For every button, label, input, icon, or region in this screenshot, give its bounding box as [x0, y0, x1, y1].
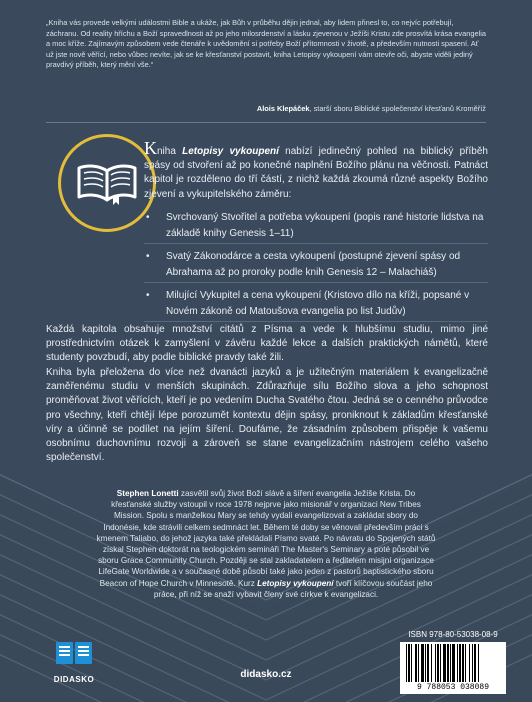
divider — [46, 122, 486, 123]
bullet-icon: • — [146, 251, 150, 262]
barcode-bar — [435, 644, 436, 682]
barcode-bar — [452, 644, 455, 682]
author-name: Stephen Lonetti — [116, 489, 179, 498]
quote-author — [46, 104, 486, 113]
bullet-icon: • — [146, 212, 150, 223]
drop-cap: K — [144, 138, 157, 158]
translation-description: Kniha byla přeložena do více než dvanácti jazyků a je užitečným materiálem k evangelizačně zaměřenému studiu v menších skupinách. Zdůrazňuje sílu Božího slova a jeho schopnost proměňovat život věřících, kteří je po vedením Ducha Svatého čtou. Jedná se o cenného průvodce pro všechny, kteří chtějí lépe porozumět kontextu dějin spásy, proniknout k základům křesťanské víry a účinně se podílet na jejím šíření. Doufáme, že zásadním způsobem přispěje k vašemu osobnímu duchovnímu rozvoji a zároveň se stane evangelizačním nástrojem celého vašeho společenství. — [46, 367, 488, 464]
intro-paragraph: Kniha Letopisy vykoupení nabízí jedinečný pohled na biblický příběh spásy od stvoření až po konečné naplnění Božího plánu na věčnosti. Patnáct kapitol je rozděleno do tří částí, z nichž každá zkoumá různé aspekty Božího zjevení a vykupitelského záměru: — [144, 138, 488, 200]
isbn-label: ISBN 978-80-53038-08-9 — [408, 630, 498, 639]
barcode-bar — [447, 644, 449, 682]
barcode-bar — [431, 644, 432, 682]
barcode-bar — [469, 644, 470, 682]
publisher-website: didasko.cz — [240, 669, 292, 680]
barcode-bar — [437, 644, 439, 682]
barcode-bar — [459, 644, 461, 682]
quote-author-role: , starší sboru Biblické společenství křesťanů Kroměříž — [309, 104, 486, 113]
barcode-bar — [411, 644, 412, 682]
barcode-bars — [400, 644, 506, 684]
barcode-bar — [465, 644, 466, 682]
barcode-bar — [425, 644, 426, 682]
barcode — [400, 642, 506, 694]
barcode-bar — [457, 644, 458, 682]
barcode-bar — [421, 644, 424, 682]
barcode-bar — [418, 644, 419, 682]
quote-author-name: Alois Klepáček — [256, 104, 310, 113]
author-bio: Stephen Lonetti zasvětil svůj život Boží slávě a šíření evangelia Ježíše Krista. Do křesťanské služby vstoupil v roce 1978 nejprve jako misionář v organizaci New Tribes Mission. Spolu s manželkou Mary se tehdy vydali evangelizovat a zakládat sbory do Indonésie, kde strávili celkem sedmnáct let. Během té doby se věnovali především práci s kmenem Taliabo, do jehož jazyka také překládali Písmo svaté. Po návratu do Spojených států získal Stephen doktorát na teologickém semináři The Master's Seminary a poté působil ve sboru Grace Community Church. Později se stal zakladatelem a ředitelem misijní organizace LifeGate Worldwide a v současné době působí také jako jeden z pastorů baptistického sboru Beacon of Hope Church v Minnesotě. Kurz Letopisy vykoupení tvoří klíčovou součást jeho práce, při níž se snaží vybavit členy své církve k evangelizaci. — [96, 489, 436, 599]
open-book-icon — [75, 161, 139, 205]
list-item: • Svrchovaný Stvořitel a potřeba vykoupení (popis rané historie lidstva na základě knihy Genesis 1–11) — [144, 210, 488, 244]
barcode-bar — [440, 644, 441, 682]
barcode-bar — [472, 644, 473, 682]
barcode-bar — [478, 644, 479, 682]
barcode-bar — [406, 644, 407, 682]
book-badge — [58, 134, 156, 232]
barcode-digits: 9 788053 038089 — [416, 683, 489, 692]
barcode-bar — [443, 644, 446, 682]
bullet-icon: • — [146, 290, 150, 301]
barcode-bar — [415, 644, 417, 682]
book-title: Letopisy vykoupení — [182, 146, 279, 157]
barcode-bar — [462, 644, 464, 682]
chapter-description: Každá kapitola obsahuje množství citátů z Písma a vede k hlubšímu studiu, mimo jiné prostřednictvím otázek k zamyšlení v závěru každé lekce a dalších praktických námětů, které studenty povzbudí, aby podle biblické pravdy také žili. — [46, 324, 488, 364]
book-logo-icon — [54, 638, 94, 668]
endorsement-quote: „Kniha vás provede velkými událostmi Bible a ukáže, jak Bůh v průběhu dějin jednal, aby lidem přinesl to, co nejvíc potřebují, záchranu. Od reality hříchu a Boží spravedlnosti až po jeho milosrdenství a lásku zjevenou v Ježíši Kristu zde prosvítá krása evangelia a moc kříže. Zajímavým způsobem vede čtenáře k uvědomění si potřeby Boží přítomnosti v životě, a především nutnosti spasení. Ať už jste nově věřící, nebo vůbec nevíte, jak se ke křesťanství postavit, kniha Letopisy vykoupení vám otevře oči, abyste viděli jediný pravdivý příběh, který mění vše.“ — [46, 18, 486, 70]
barcode-bar — [450, 644, 451, 682]
parts-list — [144, 210, 488, 327]
barcode-bar — [427, 644, 429, 682]
publisher-logo — [44, 638, 104, 692]
barcode-bar — [474, 644, 476, 682]
list-item: • Svatý Zákonodárce a cesta vykoupení (postupné zjevení spásy od Abrahama až po proroky podle knih Genesis 12 – Malachiáš) — [144, 249, 488, 283]
barcode-bar — [408, 644, 410, 682]
publisher-logo-text: DIDASKO — [53, 675, 95, 684]
list-item: • Milující Vykupitel a cena vykoupení (Kristovo dílo na kříži, popsané v Novém zákoně od Matoušova evangelia po list Judův) — [144, 288, 488, 322]
book-title: Letopisy vykoupení — [257, 578, 334, 588]
